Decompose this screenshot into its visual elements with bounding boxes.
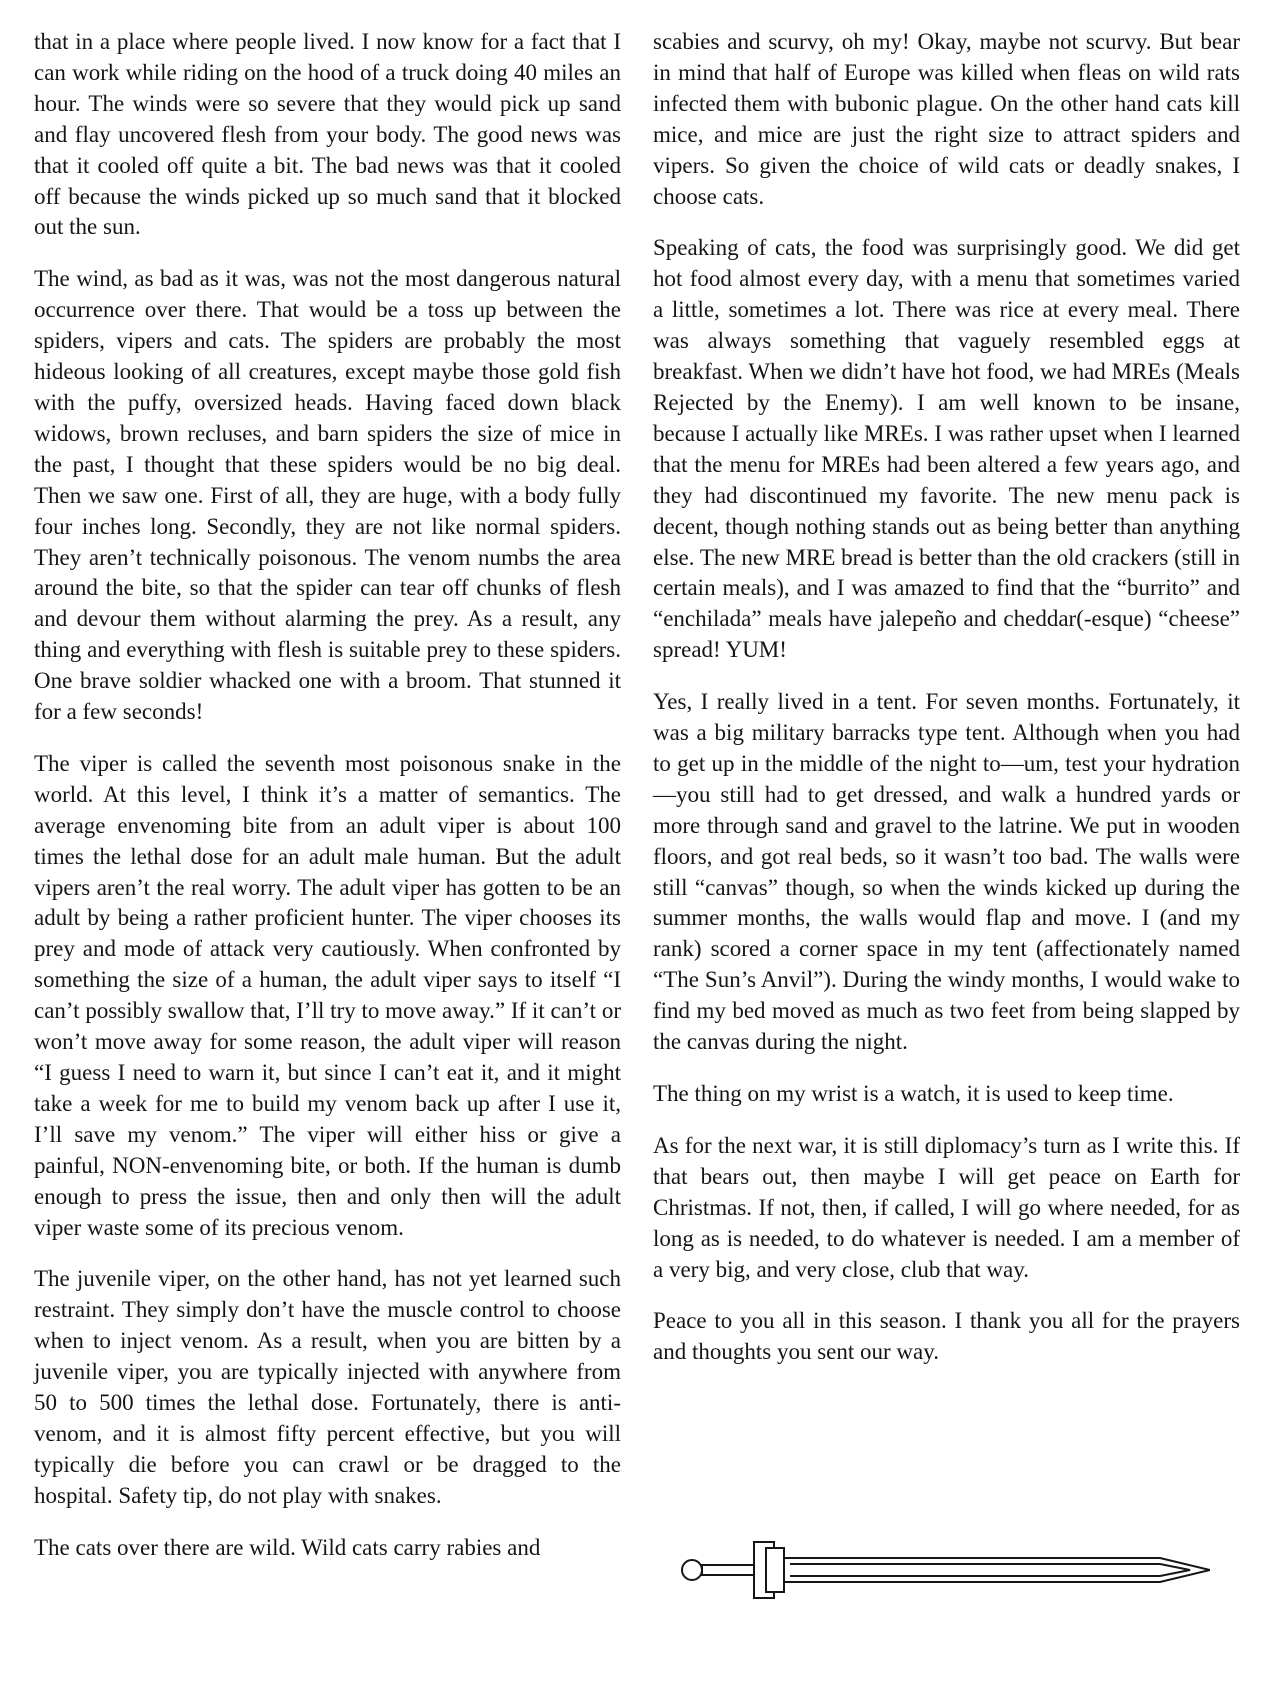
right-column: [653, 27, 1240, 1389]
paragraph: scabies and scurvy, oh my! Okay, maybe not scurvy. But bear in mind that half of Europe was killed when fleas on wild rats infected them with bubonic plague. On the other hand cats kill mice, and mice are just the right size to attract spiders and vipers. So given the choice of wild cats or deadly snakes, I choose cats.: [653, 29, 1240, 209]
paragraph: The thing on my wrist is a watch, it is used to keep time.: [653, 1081, 1174, 1106]
paragraph: The wind, as bad as it was, was not the most dangerous natural occurrence over there. That would be a toss up between the spiders, vipers and cats. The spiders are probably the most hideous looking of all creatures, except maybe those gold fish with the puffy, oversized heads. Having faced down black widows, brown recluses, and barn spiders the size of mice in the past, I thought that these spiders would be no big deal. Then we saw one. First of all, they are huge, with a body fully four inches long. Secondly, they are not like normal spiders. They aren’t technically poisonous. The venom numbs the area around the bite, so that the spider can tear off chunks of flesh and devour them without alarming the prey. As a result, any thing and everything with flesh is suitable prey to these spiders. One brave soldier whacked one with a broom. That stunned it for a few seconds!: [34, 266, 621, 725]
sword-icon: [670, 1530, 1210, 1610]
paragraph: Peace to you all in this season. I thank you all for the prayers and thoughts you sent our way.: [653, 1308, 1240, 1365]
left-column: [34, 27, 621, 1585]
paragraph: Speaking of cats, the food was surprisingly good. We did get hot food almost every day, with a menu that sometimes varied a little, sometimes a lot. There was rice at every meal. There was always something that vaguely resembled eggs at breakfast. When we didn’t have hot food, we had MREs (Meals Rejected by the Enemy). I am well known to be insane, because I actually like MREs. I was rather upset when I learned that the menu for MREs had been altered a few years ago, and they had discontinued my favorite. The new menu pack is decent, though nothing stands out as being better than anything else. The new MRE bread is better than the old crackers (still in certain meals), and I was amazed to find that the “burrito” and “enchilada” meals have jalepeño and cheddar(-esque) “cheese” spread! YUM!: [653, 235, 1240, 663]
paragraph: As for the next war, it is still diplomacy’s turn as I write this. If that bears out, then maybe I will get peace on Earth for Christmas. If not, then, if called, I will go where needed, for as long as is needed, to do whatever is needed. I am a member of a very big, and very close, club that way.: [653, 1132, 1240, 1282]
paragraph: The juvenile viper, on the other hand, has not yet learned such restraint. They simply don’t have the muscle control to choose when to inject venom. As a result, when you are bitten by a juvenile viper, you are typically injected with anywhere from 50 to 500 times the lethal dose. Fortunately, there is anti-venom, and it is almost fifty percent effective, but you will typically die before you can crawl or be dragged to the hospital. Safety tip, do not play with snakes.: [34, 1266, 621, 1508]
paragraph: that in a place where people lived. I now know for a fact that I can work while riding on the hood of a truck doing 40 miles an hour. The winds were so severe that they would pick up sand and flay uncovered flesh from your body. The good news was that it cooled off quite a bit. The bad news was that it cooled off because the winds picked up so much sand that it blocked out the sun.: [34, 29, 621, 240]
paragraph: The cats over there are wild. Wild cats carry rabies and: [34, 1534, 541, 1560]
paragraph: Yes, I really lived in a tent. For seven months. Fortunately, it was a big military barracks type tent. Although when you had to get up in the middle of the night to—um, test your hydration—you still had to get dressed, and walk a hundred yards or more through sand and gravel to the latrine. We put in wooden floors, and got real beds, so it wasn’t too bad. The walls were still “canvas” though, so when the winds kicked up during the summer months, the walls would flap and move. I (and my rank) scored a corner space in my tent (affectionately named “The Sun’s Anvil”). During the windy months, I would wake to find my bed moved as much as two feet from being slapped by the canvas during the night.: [653, 689, 1240, 1055]
paragraph: The viper is called the seventh most poisonous snake in the world. At this level, I think it’s a matter of semantics. The average envenoming bite from an adult viper is about 100 times the lethal dose for an adult male human. But the adult vipers aren’t the real worry. The adult viper has gotten to be an adult by being a rather proficient hunter. The viper chooses its prey and mode of attack very cautiously. When confronted by something the size of a human, the adult viper says to itself “I can’t possibly swallow that, I’ll try to move away.” If it can’t or won’t move away for some reason, the adult viper will reason “I guess I need to warn it, but since I can’t eat it, and it might take a week for me to build my venom back up after I use it, I’ll save my venom.” The viper will either hiss or give a painful, NON-envenoming bite, or both. If the human is dumb enough to press the issue, then and only then will the adult viper waste some of its precious venom.: [34, 750, 621, 1240]
